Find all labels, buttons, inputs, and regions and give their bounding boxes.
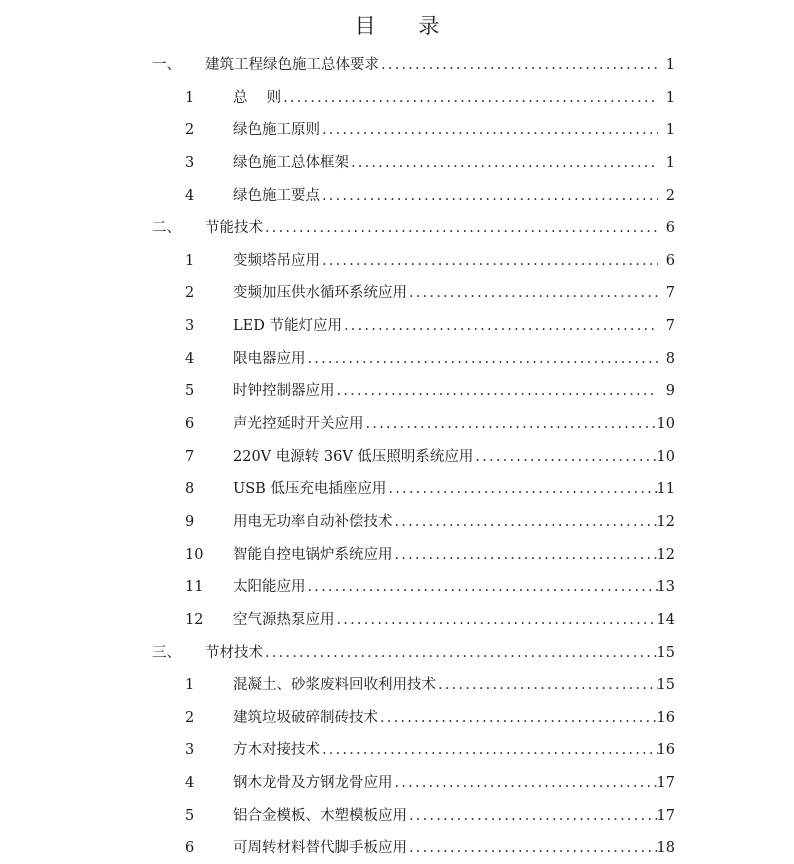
toc-page-number: 7 [665, 285, 675, 302]
toc-page-number: 11 [656, 481, 675, 498]
toc-item-row[interactable] [0, 145, 794, 178]
toc-item-row[interactable] [0, 765, 794, 798]
toc-page-number: 9 [665, 383, 675, 400]
toc-entry-number: 4 [185, 775, 195, 792]
toc-entry-label: 太阳能应用 [233, 579, 306, 596]
toc-entry-number: 5 [185, 807, 195, 824]
toc-entry-label: 空气源热泵应用 [233, 611, 335, 628]
toc-item-row[interactable] [0, 667, 794, 700]
toc-dot-leader [283, 88, 658, 108]
toc-page-number: 16 [656, 742, 675, 759]
toc-entry-label: 220V 电源转 36V 低压照明系统应用 [233, 448, 474, 465]
toc-item-row[interactable] [0, 537, 794, 570]
toc-page-number: 1 [665, 57, 675, 73]
toc-page-number: 6 [665, 220, 675, 237]
toc-entry-number: 1 [185, 252, 195, 269]
toc-entry-number: 4 [185, 350, 195, 367]
toc-dot-leader [351, 153, 658, 173]
toc-entry-label: 建筑工程绿色施工总体要求 [205, 57, 379, 73]
toc-page-number: 1 [665, 122, 675, 139]
toc-dot-leader [322, 186, 658, 206]
toc-entry-label: 限电器应用 [233, 350, 306, 367]
toc-dot-leader [409, 838, 658, 858]
toc-section-row[interactable] [0, 635, 794, 668]
toc-entry-label: 方木对接技术 [233, 742, 320, 759]
toc-page-number: 8 [665, 350, 675, 367]
toc-item-row[interactable] [0, 798, 794, 831]
toc-entry-number: 1 [185, 677, 195, 694]
toc-dot-leader [322, 120, 658, 140]
toc-section-row[interactable] [0, 47, 794, 80]
toc-page-number: 1 [665, 154, 675, 171]
toc-entry-label: 总 则 [233, 89, 282, 106]
toc-section-row[interactable] [0, 210, 794, 243]
toc-item-row[interactable] [0, 602, 794, 635]
toc-page-number: 15 [656, 677, 675, 694]
toc-entry-label: 变频塔吊应用 [233, 252, 320, 269]
toc-page-number: 7 [665, 318, 675, 335]
toc-dot-leader [395, 512, 659, 532]
toc-entry-number: 二、 [152, 220, 181, 237]
toc-dot-leader [308, 349, 659, 369]
toc-item-row[interactable] [0, 80, 794, 113]
toc-page-number: 10 [656, 448, 675, 465]
toc-page-number: 10 [656, 416, 675, 433]
toc-dot-leader [366, 414, 659, 434]
toc-entry-label: 绿色施工总体框架 [233, 154, 349, 171]
toc-dot-leader [337, 381, 659, 401]
toc-dot-leader [308, 577, 659, 597]
toc-item-row[interactable] [0, 830, 794, 863]
toc-dot-leader [395, 773, 659, 793]
toc-dot-leader [265, 643, 658, 663]
toc-entry-label: 声光控延时开关应用 [233, 416, 364, 433]
toc-page-number: 1 [665, 89, 675, 106]
toc-entry-number: 8 [185, 481, 195, 498]
toc-dot-leader [380, 708, 658, 728]
toc-entry-label: LED 节能灯应用 [233, 318, 342, 335]
toc-page-number: 16 [656, 709, 675, 726]
toc-entry-number: 6 [185, 416, 195, 433]
toc-entry-label: 铝合金模板、木塑模板应用 [233, 807, 407, 824]
toc-entry-label: 智能自控电锅炉系统应用 [233, 546, 393, 563]
toc-entry-number: 11 [185, 579, 204, 596]
toc-item-row[interactable] [0, 471, 794, 504]
toc-entry-number: 3 [185, 154, 195, 171]
toc-entry-label: 节能技术 [205, 220, 263, 237]
toc-item-row[interactable] [0, 243, 794, 276]
toc-page-number: 17 [656, 775, 675, 792]
toc-dot-leader [475, 447, 658, 467]
toc-item-row[interactable] [0, 341, 794, 374]
toc-item-row[interactable] [0, 504, 794, 537]
toc-dot-leader [409, 283, 658, 303]
toc-page-number: 13 [656, 579, 675, 596]
toc-dot-leader [388, 479, 658, 499]
toc-dot-leader [322, 251, 658, 271]
toc-item-row[interactable] [0, 373, 794, 406]
toc-item-row[interactable] [0, 406, 794, 439]
toc-entry-number: 2 [185, 122, 195, 139]
toc-entry-number: 7 [185, 448, 195, 465]
page-title: 目 录 [354, 14, 458, 38]
toc-entry-label: 混凝土、砂浆废料回收利用技术 [233, 677, 436, 694]
toc-item-row[interactable] [0, 569, 794, 602]
toc-dot-leader [395, 545, 659, 565]
toc-entry-number: 3 [185, 318, 195, 335]
toc-item-row[interactable] [0, 700, 794, 733]
toc-entry-label: 绿色施工要点 [233, 187, 320, 204]
toc-entry-label: 用电无功率自动补偿技术 [233, 513, 393, 530]
table-of-contents [0, 47, 794, 863]
toc-page-number: 2 [665, 187, 675, 204]
toc-entry-number: 2 [185, 709, 195, 726]
toc-entry-number: 6 [185, 840, 195, 857]
toc-entry-number: 12 [185, 611, 204, 628]
toc-entry-number: 三、 [152, 644, 181, 661]
toc-entry-number: 4 [185, 187, 195, 204]
toc-dot-leader [381, 55, 658, 75]
toc-entry-number: 5 [185, 383, 195, 400]
toc-entry-number: 3 [185, 742, 195, 759]
toc-entry-number: 一、 [152, 57, 181, 73]
toc-entry-number: 2 [185, 285, 195, 302]
toc-item-row[interactable] [0, 732, 794, 765]
toc-entry-label: 时钟控制器应用 [233, 383, 335, 400]
toc-page-number: 17 [656, 807, 675, 824]
toc-entry-number: 1 [185, 89, 195, 106]
toc-entry-label: 建筑垃圾破碎制砖技术 [233, 709, 378, 726]
toc-item-row[interactable] [0, 178, 794, 211]
toc-entry-number: 10 [185, 546, 204, 563]
toc-item-row[interactable] [0, 112, 794, 145]
toc-page-number: 15 [656, 644, 675, 661]
toc-page-number: 14 [656, 611, 675, 628]
toc-page-number: 6 [665, 252, 675, 269]
toc-entry-number: 9 [185, 513, 195, 530]
toc-dot-leader [438, 675, 658, 695]
toc-dot-leader [344, 316, 658, 336]
toc-page-number: 18 [656, 840, 675, 857]
toc-entry-label: USB 低压充电插座应用 [233, 481, 387, 498]
toc-entry-label: 绿色施工原则 [233, 122, 320, 139]
toc-dot-leader [409, 806, 658, 826]
toc-dot-leader [322, 740, 658, 760]
toc-dot-leader [265, 218, 658, 238]
toc-page-number: 12 [656, 513, 675, 530]
toc-entry-label: 钢木龙骨及方钢龙骨应用 [233, 775, 393, 792]
toc-dot-leader [337, 610, 659, 630]
toc-item-row[interactable] [0, 275, 794, 308]
toc-entry-label: 可周转材料替代脚手板应用 [233, 840, 407, 857]
toc-item-row[interactable] [0, 439, 794, 472]
toc-entry-label: 变频加压供水循环系统应用 [233, 285, 407, 302]
toc-page-number: 12 [656, 546, 675, 563]
toc-entry-label: 节材技术 [205, 644, 263, 661]
toc-item-row[interactable] [0, 308, 794, 341]
